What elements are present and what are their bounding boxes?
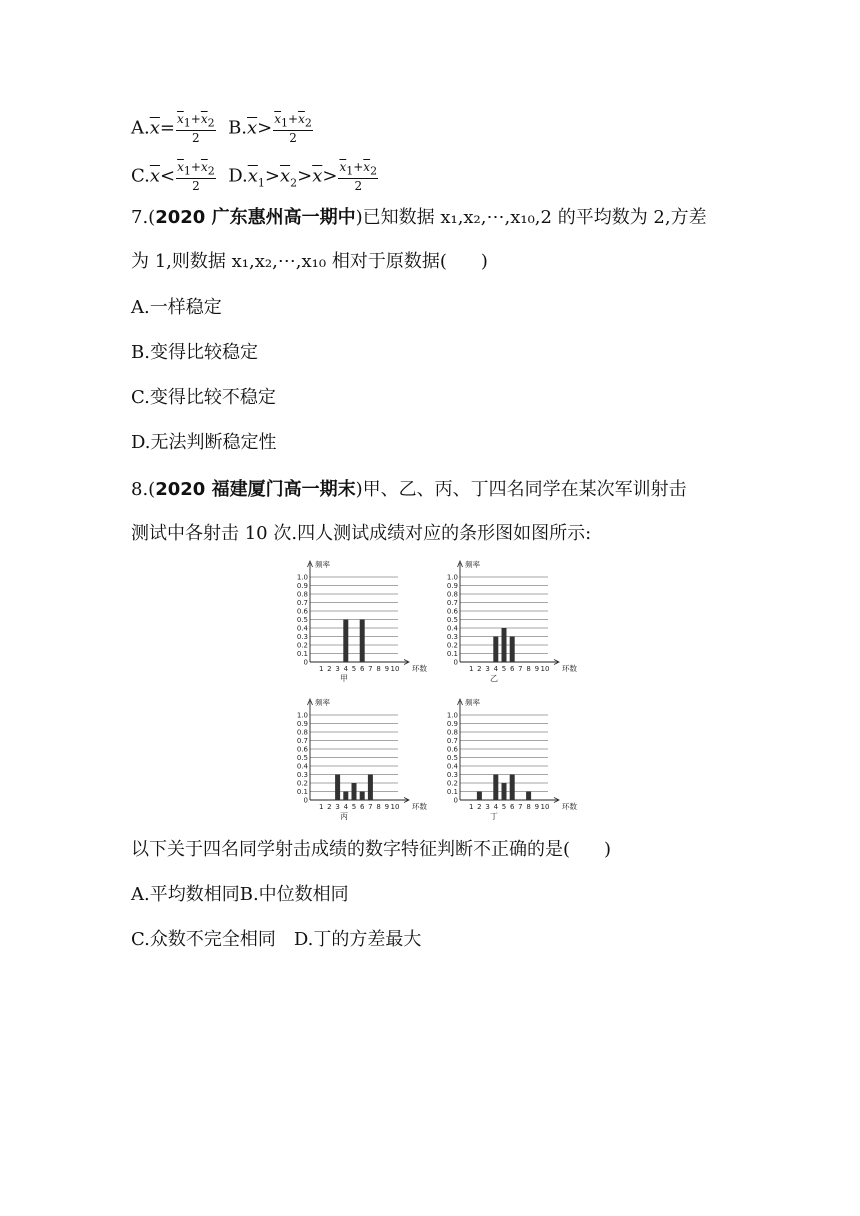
- greater-sign: >: [264, 165, 280, 187]
- x-tick-label: 6: [509, 803, 515, 811]
- x-tick-label: 7: [368, 665, 373, 673]
- denominator: 2: [191, 131, 200, 146]
- x-tick-label: 6: [359, 803, 365, 811]
- bar: [502, 628, 507, 662]
- q7-text: )已知数据 x₁,x₂,⋯,x₁₀,2 的平均数为 2,方差: [355, 207, 707, 228]
- x-tick-label: 8: [526, 803, 531, 811]
- y-tick-label: 0.4: [446, 762, 458, 771]
- bar: [352, 783, 357, 800]
- y-tick-label: 0.4: [446, 624, 458, 633]
- bar: [343, 620, 348, 663]
- y-tick-label: 0.1: [446, 788, 458, 796]
- y-tick-label: 0: [303, 796, 308, 805]
- x-tick-label: 6: [359, 665, 365, 673]
- equals-sign: =: [159, 117, 175, 139]
- x-axis-label: 环数: [412, 664, 427, 673]
- y-tick-label: 0.6: [296, 607, 308, 616]
- y-axis-label: 频率: [315, 560, 330, 569]
- y-axis-label: 频率: [315, 698, 330, 707]
- y-tick-label: 0.3: [446, 633, 458, 641]
- less-sign: <: [160, 165, 176, 187]
- x-bar: $\overline{x}$: [312, 165, 323, 187]
- fraction: [176, 160, 216, 193]
- q6-option-c-label: C.: [131, 165, 150, 187]
- bar: [335, 775, 340, 801]
- x-tick-label: 7: [518, 665, 523, 673]
- q6-option-a-label: A.: [131, 117, 150, 139]
- q8-stem-line-1: [131, 478, 687, 502]
- y-tick-label: 0.8: [446, 590, 458, 599]
- sub-1: 1: [183, 164, 191, 178]
- x-tick-label: 1: [318, 665, 324, 673]
- x-tick-label: 10: [390, 665, 400, 673]
- q7-option-a: A.一样稳定: [131, 297, 222, 318]
- x-tick-label: 10: [540, 665, 550, 673]
- bar: [493, 775, 498, 801]
- bar: [360, 620, 365, 663]
- y-tick-label: 0.7: [446, 737, 458, 745]
- y-tick-label: 0.2: [446, 779, 458, 788]
- x1-bar: $\overline{x}$: [247, 165, 258, 187]
- y-tick-label: 0.9: [446, 582, 458, 590]
- plus: +: [190, 112, 201, 126]
- fraction: [273, 112, 313, 145]
- x-axis-label: 环数: [562, 802, 577, 811]
- x-tick-label: 3: [485, 803, 490, 811]
- x-tick-label: 5: [351, 803, 357, 811]
- y-tick-label: 0.5: [296, 616, 308, 624]
- y-tick-label: 0.9: [296, 582, 308, 590]
- y-tick-label: 0: [453, 658, 458, 667]
- x-tick-label: 2: [327, 803, 332, 811]
- sub-2: 2: [304, 116, 312, 130]
- y-tick-label: 0.3: [446, 771, 458, 779]
- bar: [510, 637, 515, 663]
- x-tick-label: 7: [368, 803, 373, 811]
- plus: +: [190, 160, 201, 174]
- x-tick-label: 2: [477, 665, 482, 673]
- q7-stem-line-1: [131, 206, 707, 230]
- q8-paren-end: ): [604, 839, 612, 860]
- denominator: 2: [289, 131, 297, 146]
- plus: +: [288, 112, 299, 126]
- x2-bar: $\overline{x}$: [200, 160, 208, 174]
- x-tick-label: 7: [518, 803, 523, 811]
- bar: [526, 792, 531, 801]
- x-tick-label: 4: [493, 665, 499, 673]
- q6-option-d-label: D.: [228, 165, 248, 187]
- sub-1: 1: [281, 116, 289, 130]
- x-tick-label: 5: [351, 665, 357, 673]
- greater-sign: >: [257, 117, 273, 139]
- q7-paren-end: ): [480, 251, 488, 272]
- y-tick-label: 0.3: [296, 633, 308, 641]
- bar: [368, 775, 373, 801]
- fraction: [176, 112, 216, 145]
- y-tick-label: 0.2: [296, 779, 308, 788]
- sub-1: 1: [346, 164, 354, 178]
- bar: [510, 775, 515, 801]
- y-tick-label: 0.6: [446, 607, 458, 616]
- q8-number: 8.(: [131, 479, 156, 500]
- x1-bar: $\overline{x}$: [339, 160, 347, 174]
- sub-2: 2: [290, 176, 298, 190]
- y-tick-label: 0: [303, 658, 308, 667]
- q7-source: 2020 广东惠州高一期中: [155, 207, 356, 228]
- x-tick-label: 4: [493, 803, 499, 811]
- y-tick-label: 0.8: [296, 590, 308, 599]
- y-tick-label: 0.9: [446, 720, 458, 728]
- q8-text: )甲、乙、丙、丁四名同学在某次军训射击: [355, 479, 687, 500]
- x2-bar: $\overline{x}$: [279, 165, 291, 187]
- q6-options-row-1: [131, 112, 314, 145]
- x2-bar: $\overline{x}$: [200, 112, 208, 126]
- x-tick-label: 3: [485, 665, 490, 673]
- q7-option-d: D.无法判断稳定性: [131, 432, 277, 453]
- x-tick-label: 1: [468, 803, 474, 811]
- y-tick-label: 0.7: [446, 599, 458, 607]
- x-tick-label: 6: [509, 665, 515, 673]
- x-tick-label: 2: [477, 803, 482, 811]
- greater-sign: >: [297, 165, 313, 187]
- y-tick-label: 0.6: [296, 745, 308, 754]
- y-tick-label: 0.6: [446, 745, 458, 754]
- y-tick-label: 0.1: [446, 650, 458, 658]
- y-tick-label: 0.8: [296, 728, 308, 737]
- chart-title: 丁: [490, 812, 498, 821]
- x-tick-label: 5: [501, 665, 507, 673]
- y-tick-label: 0.5: [446, 616, 458, 624]
- x1-bar: $\overline{x}$: [176, 112, 184, 126]
- q6-options-row-2: [131, 160, 379, 195]
- x-axis-label: 环数: [562, 664, 577, 673]
- y-tick-label: 0.4: [296, 624, 308, 633]
- x-tick-label: 1: [468, 665, 474, 673]
- q8-question: [131, 838, 611, 862]
- y-axis-label: 频率: [465, 560, 480, 569]
- sub-1: 1: [183, 116, 191, 130]
- x-tick-label: 3: [335, 803, 340, 811]
- x-tick-label: 9: [384, 665, 390, 673]
- bar: [343, 792, 348, 801]
- bar: [477, 792, 482, 801]
- x-bar: $\overline{x}$: [149, 165, 161, 187]
- x-tick-label: 9: [384, 803, 390, 811]
- y-tick-label: 0.9: [296, 720, 308, 728]
- greater-sign: >: [322, 165, 338, 187]
- bar: [502, 783, 507, 800]
- denominator: 2: [354, 179, 363, 194]
- y-tick-label: 0.1: [296, 788, 308, 796]
- y-tick-label: 0.1: [296, 650, 308, 658]
- denominator: 2: [192, 179, 200, 194]
- sub-2: 2: [370, 164, 378, 178]
- y-tick-label: 0.8: [446, 728, 458, 737]
- x-tick-label: 3: [335, 665, 340, 673]
- x-tick-label: 4: [343, 803, 349, 811]
- x-tick-label: 8: [376, 665, 381, 673]
- x-tick-label: 9: [534, 665, 540, 673]
- bar-charts-figure: [280, 550, 580, 830]
- y-tick-label: 0.2: [296, 641, 308, 650]
- x-tick-label: 9: [534, 803, 540, 811]
- chart-title: 乙: [490, 674, 498, 683]
- x-tick-label: 10: [540, 803, 550, 811]
- y-tick-label: 0.7: [296, 737, 308, 745]
- q7-stem-line-2: [131, 250, 488, 274]
- x-tick-label: 4: [343, 665, 349, 673]
- y-tick-label: 0.5: [446, 754, 458, 762]
- x1-bar: $\overline{x}$: [274, 112, 282, 126]
- q7-option-c: C.变得比较不稳定: [131, 387, 276, 408]
- y-tick-label: 1.0: [446, 573, 458, 582]
- y-tick-label: 0.7: [296, 599, 308, 607]
- y-tick-label: 0.5: [296, 754, 308, 762]
- y-tick-label: 1.0: [296, 573, 308, 582]
- chart-title: 甲: [340, 674, 348, 683]
- x-axis-label: 环数: [412, 802, 427, 811]
- sub-2: 2: [207, 164, 215, 178]
- plus: +: [353, 160, 364, 174]
- bar: [493, 637, 498, 663]
- x-tick-label: 5: [501, 803, 507, 811]
- chart-title: 丙: [340, 812, 348, 821]
- y-tick-label: 0.3: [296, 771, 308, 779]
- x-tick-label: 1: [318, 803, 324, 811]
- x-tick-label: 10: [390, 803, 400, 811]
- q8-stem-line-2: 测试中各射击 10 次.四人测试成绩对应的条形图如图所示:: [131, 523, 592, 544]
- x1-bar: $\overline{x}$: [177, 160, 184, 174]
- y-tick-label: 1.0: [446, 711, 458, 720]
- q7-text-2: 为 1,则数据 x₁,x₂,⋯,x₁₀ 相对于原数据(: [131, 251, 447, 272]
- q7-number: 7.(: [131, 207, 156, 228]
- x-tick-label: 2: [327, 665, 332, 673]
- fraction: [338, 160, 378, 193]
- q8-question-text: 以下关于四名同学射击成绩的数字特征判断不正确的是(: [131, 839, 571, 860]
- q8-options-ab: A.平均数相同B.中位数相同: [131, 884, 349, 905]
- y-tick-label: 0.2: [446, 641, 458, 650]
- x2-bar: $\overline{x}$: [298, 112, 305, 126]
- x-bar: $\overline{x}$: [247, 117, 258, 139]
- x-bar: $\overline{x}$: [149, 117, 160, 139]
- q7-option-b: B.变得比较稳定: [131, 342, 258, 363]
- q8-source: 2020 福建厦门高一期末: [155, 479, 356, 500]
- x-tick-label: 8: [526, 665, 531, 673]
- y-tick-label: 0: [453, 796, 458, 805]
- bar: [360, 792, 365, 801]
- q6-option-b-label: B.: [228, 117, 248, 139]
- y-tick-label: 0.4: [296, 762, 308, 771]
- x-tick-label: 8: [376, 803, 381, 811]
- sub-1: 1: [257, 176, 265, 190]
- y-tick-label: 1.0: [296, 711, 308, 720]
- sub-2: 2: [207, 116, 215, 130]
- q8-options-cd: C.众数不完全相同 D.丁的方差最大: [131, 929, 422, 950]
- x2-bar: $\overline{x}$: [363, 160, 371, 174]
- y-axis-label: 频率: [465, 698, 480, 707]
